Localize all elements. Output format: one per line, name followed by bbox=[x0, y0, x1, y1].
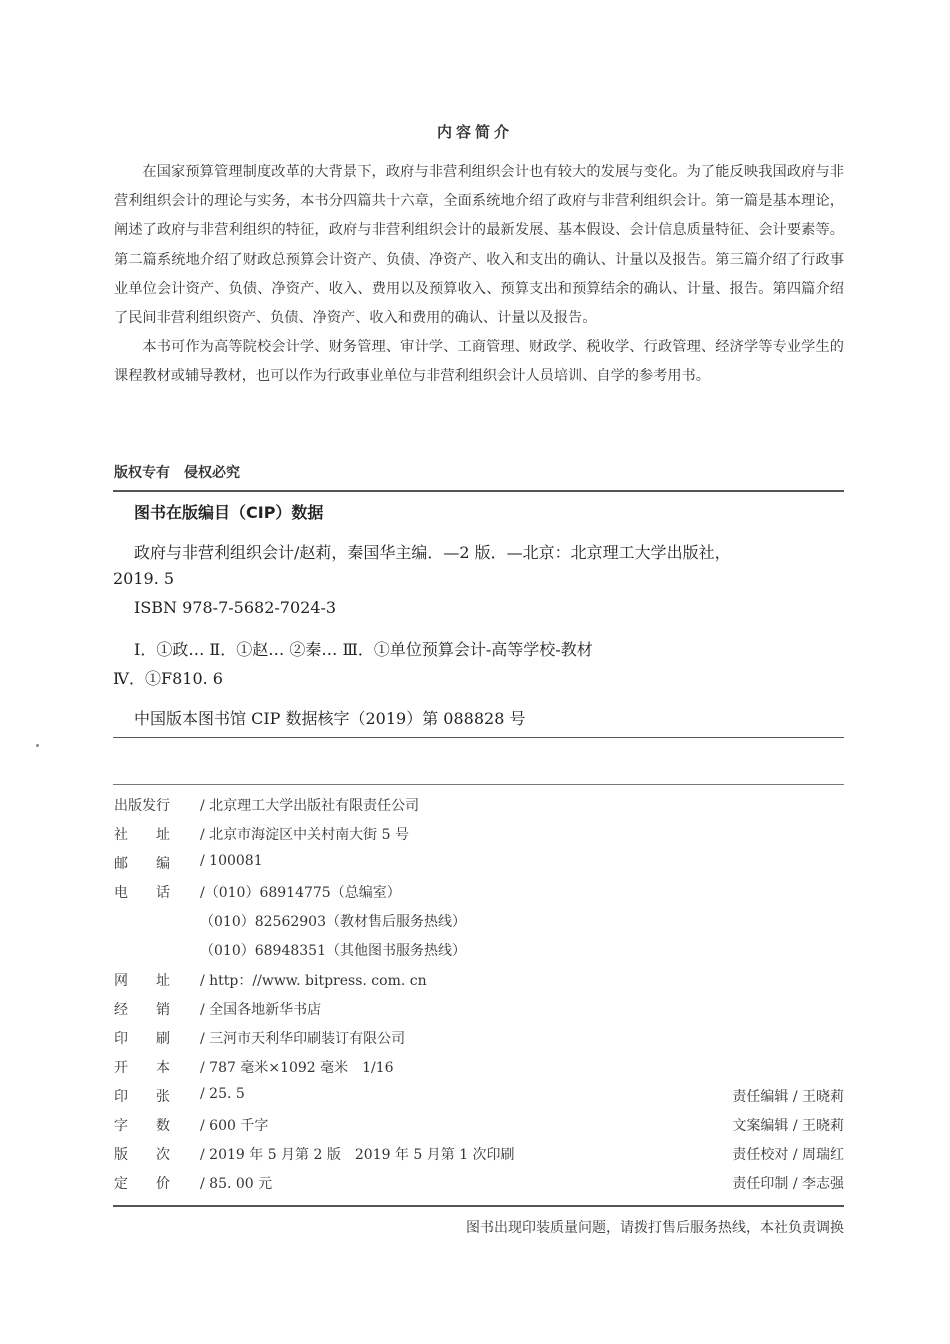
divider bbox=[113, 784, 844, 785]
pub-label: 印 刷 bbox=[114, 1031, 170, 1047]
pub-label: 电 话 bbox=[114, 885, 170, 901]
intro-title: 内容简介 bbox=[436, 123, 513, 141]
pub-value: /（010）68914775（总编室） bbox=[200, 885, 401, 901]
divider bbox=[113, 737, 844, 738]
infringement-label: 侵权必究 bbox=[184, 465, 240, 481]
cip-title-line-cont: 2019. 5 bbox=[113, 569, 175, 588]
pub-label: 网 址 bbox=[114, 973, 170, 989]
cip-classification: Ⅰ．①政… Ⅱ．①赵… ②秦… Ⅲ．①单位预算会计-高等学校-教材 bbox=[134, 640, 593, 659]
divider bbox=[113, 490, 844, 492]
pub-value: （010）82562903（教材售后服务热线） bbox=[200, 914, 466, 930]
pub-value: （010）68948351（其他图书服务热线） bbox=[200, 943, 466, 959]
cip-classification-cont: Ⅳ．①F810. 6 bbox=[113, 669, 223, 688]
staff-credit: 责任印制 / 李志强 bbox=[732, 1176, 844, 1192]
pub-value: / 85. 00 元 bbox=[200, 1176, 273, 1192]
pub-value: / 600 千字 bbox=[200, 1118, 269, 1134]
pub-value: / 25. 5 bbox=[200, 1086, 245, 1102]
cip-heading: 图书在版编目（CIP）数据 bbox=[134, 503, 324, 522]
pub-value: / 北京市海淀区中关村南大街 5 号 bbox=[200, 827, 409, 843]
pub-label: 版 次 bbox=[114, 1147, 170, 1163]
pub-label: 社 址 bbox=[114, 827, 170, 843]
intro-body bbox=[114, 158, 844, 392]
copyright-notice bbox=[114, 462, 240, 482]
cip-catalog-number: 中国版本图书馆 CIP 数据核字（2019）第 088828 号 bbox=[134, 709, 526, 728]
pub-value: / http：//www. bitpress. com. cn bbox=[200, 973, 427, 989]
pub-value: / 北京理工大学出版社有限责任公司 bbox=[200, 798, 420, 814]
pub-label: 印 张 bbox=[114, 1089, 170, 1105]
cip-isbn: ISBN 978-7-5682-7024-3 bbox=[134, 598, 337, 617]
cip-title-line: 政府与非营利组织会计/赵莉，秦国华主编．—2 版．—北京：北京理工大学出版社， bbox=[134, 543, 731, 562]
quality-notice: 图书出现印装质量问题，请拨打售后服务热线，本社负责调换 bbox=[466, 1220, 844, 1236]
pub-label: 开 本 bbox=[114, 1060, 170, 1076]
pub-label: 字 数 bbox=[114, 1118, 170, 1134]
intro-paragraph: 在国家预算管理制度改革的大背景下，政府与非营利组织会计也有较大的发展与变化。为了能反映我国政府与非营利组织会计的理论与实务，本书分四篇共十六章，全面系统地介绍了政府与非营利组织会计。第一篇是基本理论，阐述了政府与非营利组织的特征，政府与非营利组织会计的最新发展、基本假设、会计信息质量特征、会计要素等。第二篇系统地介绍了财政总预算会计资产、负债、净资产、收入和支出的确认、计量以及报告。第三篇介绍了行政事业单位会计资产、负债、净资产、收入、费用以及预算收入、预算支出和预算结余的确认、计量、报告。第四篇介绍了民间非营利组织资产、负债、净资产、收入和费用的确认、计量以及报告。 bbox=[114, 164, 844, 327]
pub-value: / 2019 年 5 月第 2 版 2019 年 5 月第 1 次印刷 bbox=[200, 1147, 515, 1163]
staff-credit: 责任校对 / 周瑞红 bbox=[732, 1147, 844, 1163]
pub-value: / 787 毫米×1092 毫米 1/16 bbox=[200, 1060, 394, 1076]
staff-credit: 文案编辑 / 王晓莉 bbox=[732, 1118, 844, 1134]
scan-speck bbox=[36, 744, 39, 747]
divider bbox=[113, 1205, 844, 1207]
pub-label: 出版发行 bbox=[114, 798, 170, 814]
pub-value: / 三河市天利华印刷装订有限公司 bbox=[200, 1031, 406, 1047]
staff-credit: 责任编辑 / 王晓莉 bbox=[732, 1089, 844, 1105]
pub-label: 邮 编 bbox=[114, 856, 170, 872]
intro-paragraph: 本书可作为高等院校会计学、财务管理、审计学、工商管理、财政学、税收学、行政管理、经济学等专业学生的课程教材或辅导教材，也可以作为行政事业单位与非营利组织会计人员培训、自学的参考用书。 bbox=[114, 339, 844, 385]
copyright-label: 版权专有 bbox=[114, 465, 170, 481]
pub-value: / 100081 bbox=[200, 853, 263, 869]
pub-label: 定 价 bbox=[114, 1176, 170, 1192]
pub-value: / 全国各地新华书店 bbox=[200, 1002, 322, 1018]
pub-label: 经 销 bbox=[114, 1002, 170, 1018]
